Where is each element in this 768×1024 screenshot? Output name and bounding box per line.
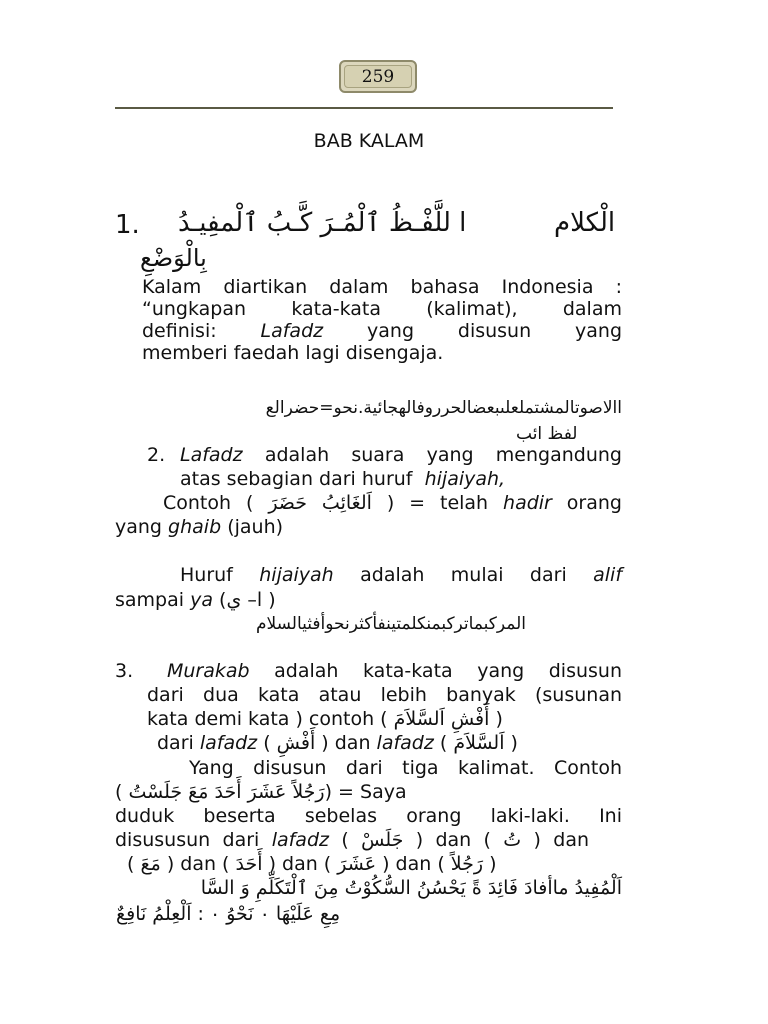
section-1-number: 1. [115,210,140,240]
section-2-example: Contoh ( اَلغَائِبُ حَضَرَ ) = telah hadir orang [163,492,622,514]
example-arabic-afsyi-salam: أَفْشِ اَلسَّلاَمَ [393,708,490,730]
section-1-line-4: memberi faedah lagi disengaja. [142,342,444,364]
section-3-line-2: dari dua kata atau lebih banyak (susunan [147,684,622,706]
section-1-arabic-wadh: بِالْوَضْعِ [140,244,207,272]
section-1-line-3: definisi: Lafadz yang disusun yang [142,320,623,342]
section-1-line-2: “ungkapan kata-kata (kalimat), dalam [142,298,622,320]
section-3-line-7: duduk beserta sebelas orang laki-laki. Ini [115,805,622,827]
section-3-line-6: ( رَجُلاً عَشَرَ أَحَدَ مَعَ جَلَسْتُ) = Saya [115,781,407,803]
section-2-number: 2. [147,444,166,466]
section-1-arabic-kalam: الْكلام [554,208,616,238]
arabic-footer-line-1: اَلْمُفِيدُ ماأفادَ فَائِدَ ةً يَحْسُنُ السُّكُوْتُ مِنَ ٱلْتَكَلِّمِ وَ السَّا [200,877,622,899]
page-number-badge [339,60,417,93]
header-rule [115,107,613,109]
arabic-murakab-definition: المركبماتركبمنكلمتينفأكثرنحوأفثيالسلام [255,614,526,634]
arabic-definition-line-1: االاصوتالمشتملعلىبعضالحرروفالهجائية.نحو=حضرالع [265,398,622,418]
section-3-line-4: dari lafadz ( أَفْشِ ) dan lafadz ( اَلسَّلاَمَ ) [157,732,518,754]
page-number: 259 [344,65,412,88]
arabic-footer-line-2: مِعِ عَلَيْهَا ٠ نَحْوُ ٠ : اَلْعِلْمُ نَافِعٌ [116,903,341,925]
section-1-arabic-phrase: ا للَّفْـظُ ٱلْمُـرَ كَّـبُ ٱلْمفِيـدُ [178,208,467,238]
section-2-line-2: atas sebagian dari huruf hijaiyah, [180,468,506,490]
section-3-number: 3. [115,660,134,682]
section-3-line-1: Murakab adalah kata-kata yang disusun [167,660,622,682]
section-3-line-3: kata demi kata ) contoh ( أَفْشِ اَلسَّلاَمَ ) [147,708,503,730]
example-arabic-jalastu: رَجُلاً عَشَرَ أَحَدَ مَعَ جَلَسْتُ [128,781,325,803]
section-2-example-cont: yang ghaib (jauh) [115,516,284,538]
hijaiyah-line-1: Huruf hijaiyah adalah mulai dari alif [180,564,623,586]
example-arabic-ghaib: اَلغَائِبُ حَضَرَ [268,492,372,514]
section-3-line-8: disususun dari lafadz ( جَلَسْ ) dan ( تُ ) dan [115,829,590,851]
hijaiyah-line-2: sampai ya (ا– ي ) [115,589,276,611]
section-1-text [142,276,622,364]
section-3-line-5: Yang disusun dari tiga kalimat. Contoh [189,757,622,779]
chapter-title: BAB KALAM [313,130,425,152]
section-3-line-9: ( مَعَ ) dan ( أَحَدَ ) dan ( عَشَرَ ) dan ( رَجُلاً ) [127,853,497,875]
section-2-line-1: Lafadz adalah suara yang mengandung [180,444,622,466]
arabic-definition-line-2: لفظ ائب [516,424,578,444]
section-1-line-1: Kalam diartikan dalam bahasa Indonesia : [142,276,622,298]
